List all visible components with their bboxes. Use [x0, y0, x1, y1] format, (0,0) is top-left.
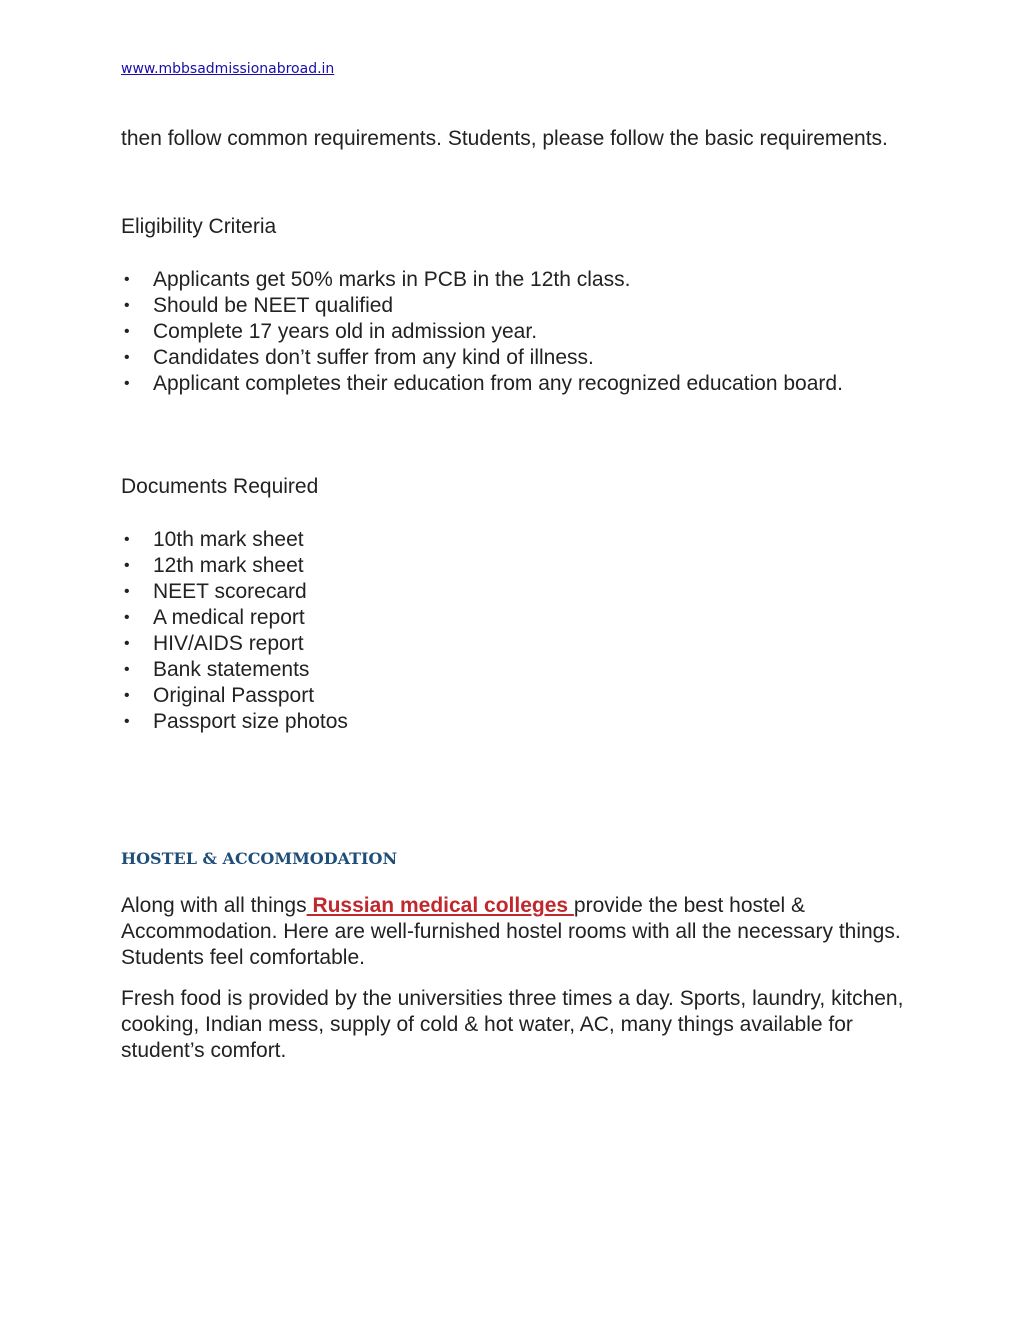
header-website-link[interactable]: www.mbbsadmissionabroad.in	[121, 61, 335, 77]
list-item: • Candidates don’t suffer from any kind of illness.	[121, 345, 921, 371]
eligibility-list	[121, 267, 921, 397]
list-item: • Bank statements	[121, 657, 921, 683]
intro-paragraph: then follow common requirements. Students, please follow the basic requirements.	[121, 127, 888, 150]
hostel-paragraph-2: Fresh food is provided by the universities three times a day. Sports, laundry, kitchen, cooking, Indian mess, supply of cold & hot water, AC, many things available for student’s comfort.	[121, 987, 904, 1062]
russian-medical-colleges-link[interactable]: Russian medical colleges	[306, 894, 574, 917]
list-item: • Applicant completes their education from any recognized education board.	[121, 371, 921, 397]
documents-list	[121, 527, 921, 735]
hostel-text-after-link: provide the best hostel & Accommodation. Here are well-furnished hostel rooms with all the necessary things. Students feel comfortable.	[121, 894, 901, 969]
list-item: • A medical report	[121, 605, 921, 631]
list-item: • Should be NEET qualified	[121, 293, 921, 319]
list-item: • Complete 17 years old in admission year.	[121, 319, 921, 345]
documents-heading: Documents Required	[121, 475, 319, 498]
list-item: • HIV/AIDS report	[121, 631, 921, 657]
list-item: • 10th mark sheet	[121, 527, 921, 553]
list-item: • NEET scorecard	[121, 579, 921, 605]
list-item: • Applicants get 50% marks in PCB in the 12th class.	[121, 267, 921, 293]
hostel-heading: HOSTEL & ACCOMMODATION	[121, 849, 398, 868]
list-item: • 12th mark sheet	[121, 553, 921, 579]
list-item: • Original Passport	[121, 683, 921, 709]
hostel-paragraph-1	[121, 893, 921, 971]
document-body	[121, 126, 921, 1064]
list-item: • Passport size photos	[121, 709, 921, 735]
hostel-text-before-link: Along with all things	[121, 894, 307, 917]
eligibility-heading: Eligibility Criteria	[121, 215, 277, 238]
